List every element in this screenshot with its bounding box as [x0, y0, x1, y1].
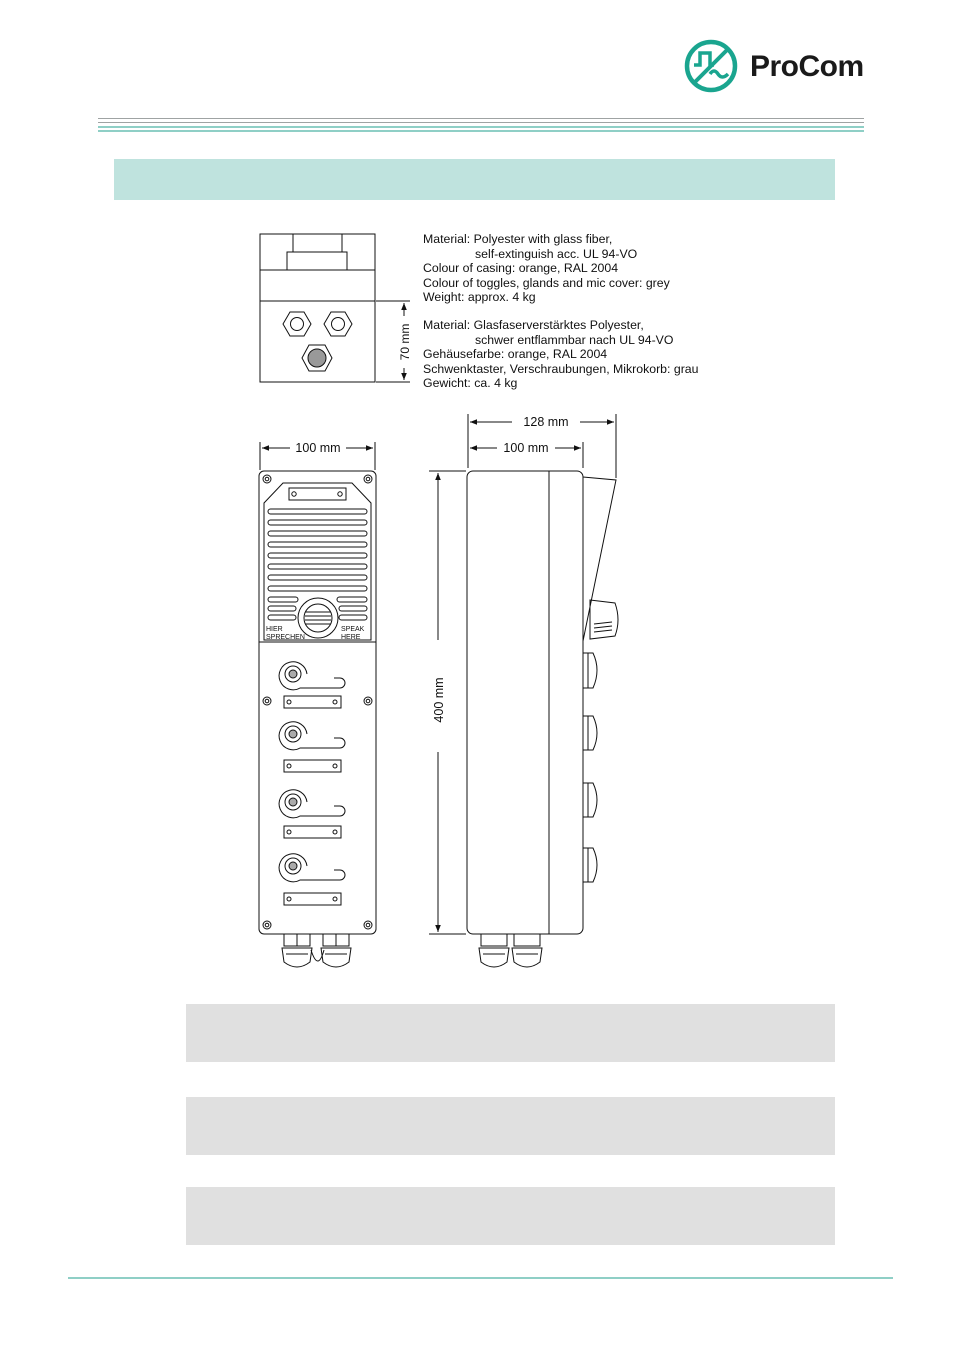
microphone — [298, 598, 338, 638]
microphone-top — [302, 345, 332, 371]
screw — [263, 697, 271, 705]
toggle-key-3 — [279, 790, 345, 838]
spec-casing-colour-en: Colour of casing: orange, RAL 2004 — [423, 261, 619, 276]
spec-material-label-de: Material: — [423, 318, 471, 332]
technical-drawing — [250, 226, 710, 986]
front-view — [259, 441, 376, 967]
toggle-key-1 — [279, 662, 345, 708]
gland-top-left — [283, 312, 311, 336]
logo-text: ProCom — [750, 50, 864, 83]
header-divider — [98, 118, 864, 134]
cable-glands-front — [282, 934, 351, 967]
procom-logo — [684, 38, 874, 98]
procom-logo-icon — [684, 38, 740, 94]
spec-material-en-1: Polyester with glass fiber, — [473, 232, 613, 246]
gland-top-right — [324, 312, 352, 336]
side-view — [467, 414, 618, 967]
microphone-side — [590, 600, 618, 639]
toggle-key-2 — [279, 722, 345, 772]
dim-side-body: 100 mm — [503, 441, 549, 455]
top-view — [260, 234, 412, 382]
label-speak: SPEAK — [341, 626, 365, 633]
toggle-key-4 — [279, 854, 345, 905]
screw — [263, 921, 271, 929]
toggle-side-4 — [583, 848, 597, 882]
cable-glands-side — [479, 934, 542, 967]
dim-top-height: 70 mm — [398, 323, 412, 361]
toggle-side-3 — [583, 783, 597, 817]
spec-material-en-2: self-extinguish acc. UL 94-VO — [475, 246, 638, 261]
screw — [364, 697, 372, 705]
spec-toggle-colour-en: Colour of toggles, glands and mic cover: grey — [423, 275, 670, 290]
screw — [364, 475, 372, 483]
speaker-grille — [268, 509, 367, 620]
spec-toggle-colour-de: Schwenktaster, Verschraubungen, Mikrokorb: grau — [423, 361, 699, 376]
section-title-band — [114, 159, 835, 200]
spec-casing-colour-de: Gehäusefarbe: orange, RAL 2004 — [423, 347, 608, 362]
dim-height: 400 mm — [432, 677, 446, 723]
dim-front-width: 100 mm — [295, 441, 341, 455]
label-sprechen: SPRECHEN — [266, 634, 305, 641]
grey-box-3 — [186, 1187, 835, 1245]
footer-divider — [68, 1277, 893, 1279]
spec-weight-de: Gewicht: ca. 4 kg — [423, 376, 518, 391]
spec-weight-en: Weight: approx. 4 kg — [423, 290, 536, 305]
spec-material-de-2: schwer entflammbar nach UL 94-VO — [475, 332, 674, 347]
spec-material-label-en: Material: — [423, 232, 471, 246]
dim-side-total: 128 mm — [523, 415, 569, 429]
grey-box-1 — [186, 1004, 835, 1062]
toggle-side-1 — [583, 653, 597, 688]
label-hier: HIER — [266, 626, 283, 633]
height-dimension — [429, 471, 466, 934]
screw — [364, 921, 372, 929]
toggle-side-2 — [583, 716, 597, 750]
grey-box-2 — [186, 1097, 835, 1155]
screw — [263, 475, 271, 483]
spec-material-de-1: Glasfaserverstärktes Polyester, — [473, 318, 644, 332]
label-here: HERE — [341, 634, 361, 641]
